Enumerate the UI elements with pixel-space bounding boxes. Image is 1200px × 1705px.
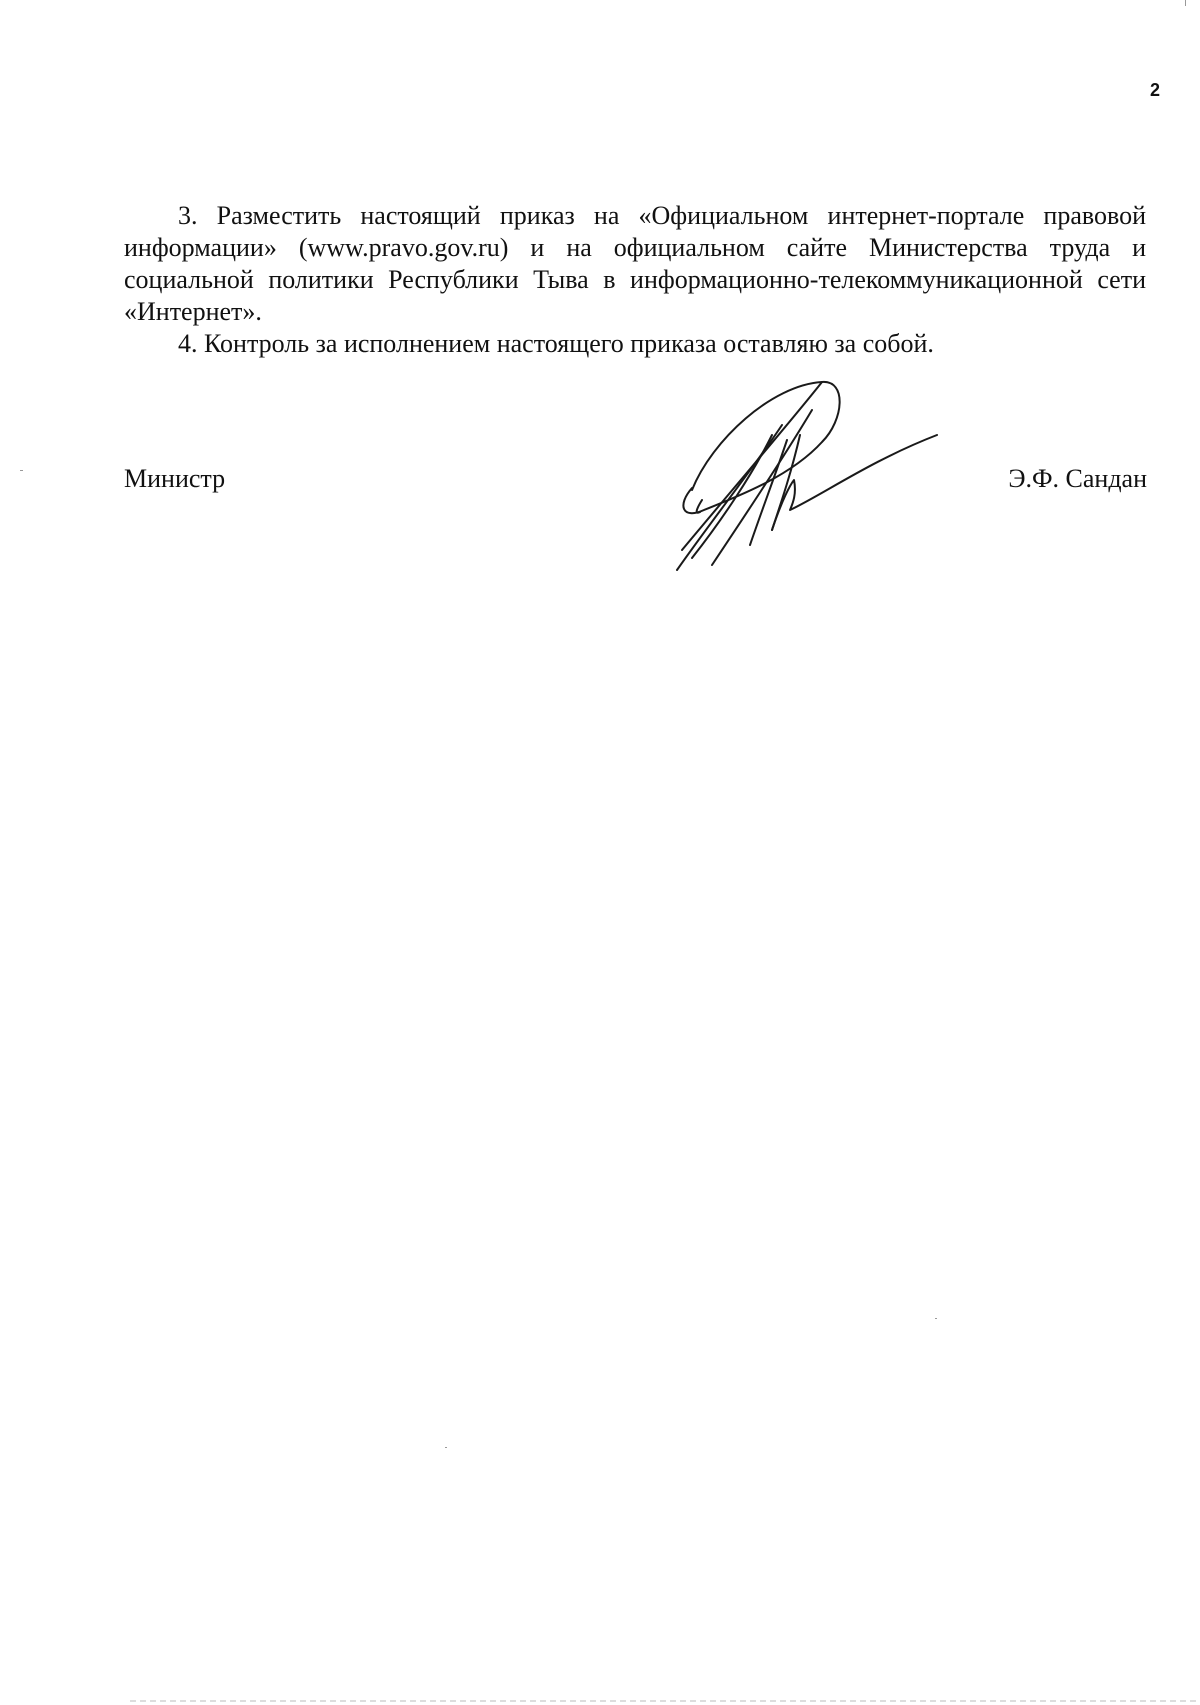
handwritten-signature bbox=[672, 380, 952, 580]
page-number: 2 bbox=[1149, 80, 1160, 100]
scan-speck bbox=[1185, 0, 1186, 6]
scan-speck bbox=[20, 470, 23, 471]
signatory-position: Министр bbox=[124, 464, 226, 493]
body-text bbox=[124, 200, 1146, 360]
scan-speck bbox=[935, 1318, 937, 1319]
scan-bottom-edge bbox=[0, 1700, 1200, 1702]
paragraph-3: 3. Разместить настоящий приказ на «Официальном интернет-портале правовой информации» (www.pravo.gov.ru) и на официальном сайте Министерства труда и социальной политики Республики Тыва в информационно-телекоммуникационной сети «Интернет». bbox=[124, 201, 1146, 326]
scan-speck bbox=[445, 1447, 447, 1448]
signatory-name: Э.Ф. Сандан bbox=[1008, 464, 1147, 493]
paragraph-4: 4. Контроль за исполнением настоящего приказа оставляю за собой. bbox=[178, 329, 934, 358]
